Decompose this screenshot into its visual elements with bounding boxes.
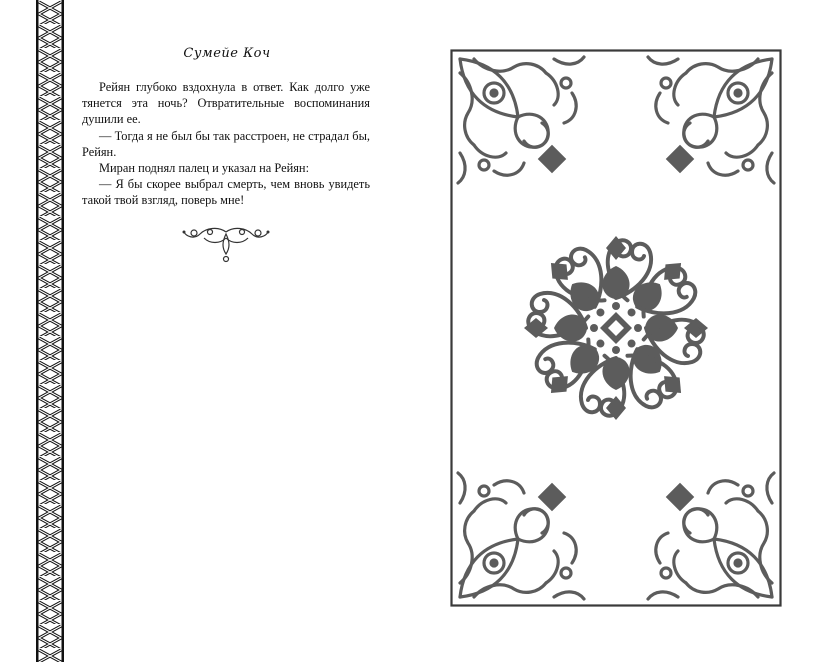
- paragraph: Рейян глубоко вздохнула в ответ. Как долго уже тянется эта ночь? Отвратительные воспоминания душили ее.: [82, 80, 370, 127]
- text-block: [82, 79, 370, 209]
- celtic-knot-border-icon: [36, 0, 64, 662]
- paragraph: — Я бы скорее выбрал смерть, чем вновь увидеть такой твой взгляд, поверь мне!: [82, 177, 370, 208]
- running-head: Сумейе Коч: [183, 46, 271, 61]
- ornamental-frame: [450, 49, 782, 607]
- paragraph: — Тогда я не был бы так расстроен, не страдал бы, Рейян.: [82, 128, 370, 159]
- floral-divider-icon: [180, 224, 272, 264]
- paragraph: Миран поднял палец и указал на Рейян:: [99, 161, 310, 176]
- left-page: [82, 0, 372, 662]
